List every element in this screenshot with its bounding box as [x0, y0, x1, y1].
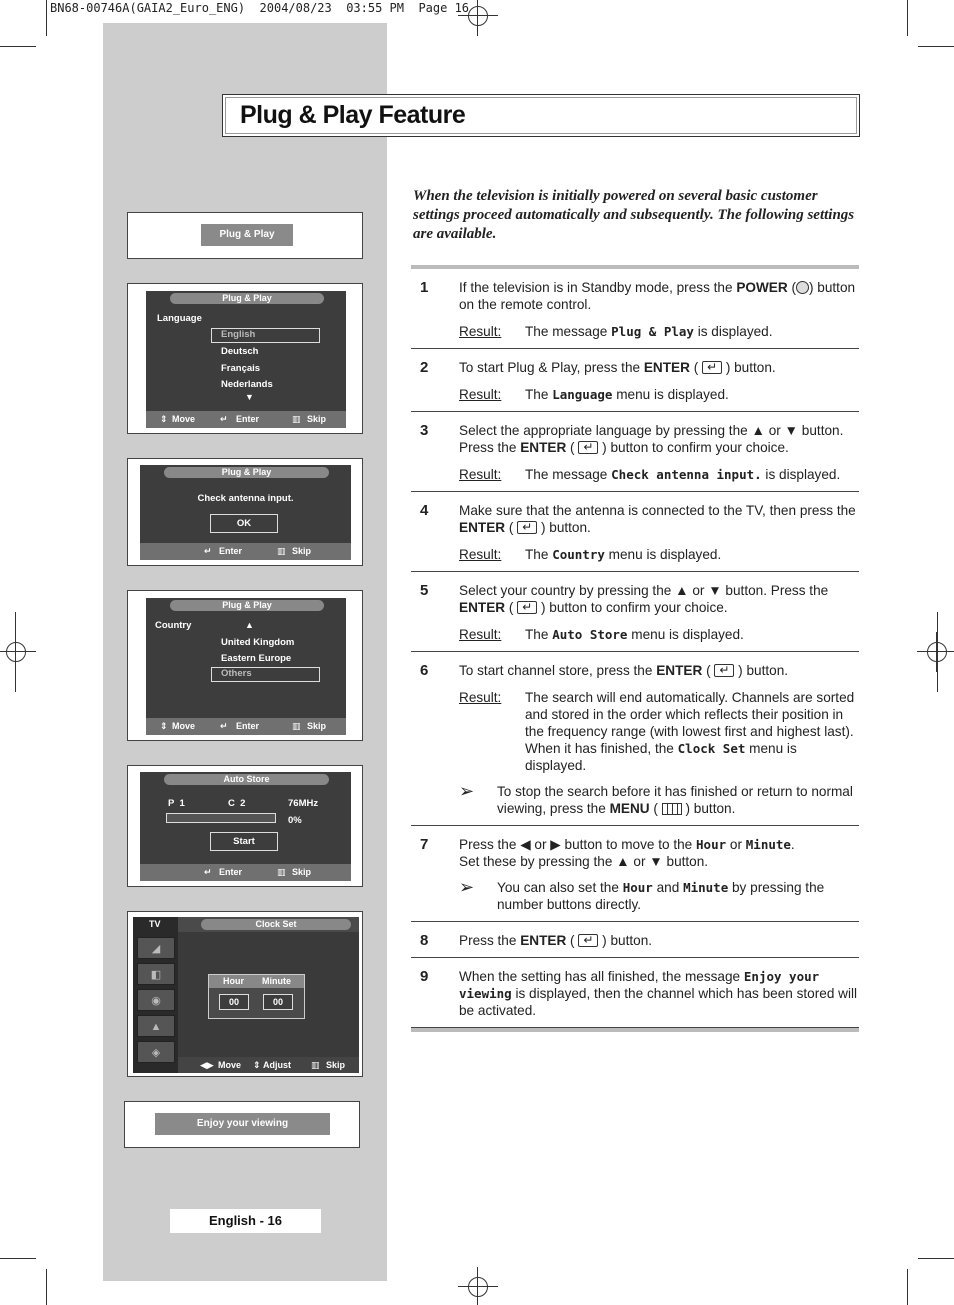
crop-mark	[46, 1269, 47, 1305]
country-osd	[146, 598, 346, 735]
note-arrow-icon: ➢	[459, 877, 475, 897]
progress-percent: 0%	[288, 815, 302, 826]
registration-mark	[917, 632, 954, 672]
osd-title: Clock Set	[201, 919, 351, 930]
antenna-osd	[140, 465, 351, 560]
start-button[interactable]: Start	[210, 832, 278, 851]
setup-icon: ▲	[137, 1015, 175, 1037]
language-option[interactable]: Nederlands	[221, 379, 273, 390]
enter-icon	[578, 934, 598, 947]
picture-icon: ◢	[137, 937, 175, 959]
channel-icon: ◉	[137, 989, 175, 1011]
minute-label: Minute	[262, 976, 291, 986]
tv-label: TV	[149, 919, 161, 929]
step-text: Select the appropriate language by pressing the ▲ or ▼ button. Press the ENTER ( ↵ ) button to confirm your choice.	[459, 422, 859, 456]
screen-language	[127, 283, 363, 434]
registration-mark	[458, 1267, 498, 1305]
language-osd	[146, 291, 346, 428]
screen-country	[127, 590, 363, 741]
registration-mark	[458, 0, 498, 36]
step-result: Result: The Auto Store menu is displayed.	[459, 627, 744, 642]
input-icon: ◈	[137, 1041, 175, 1063]
step-number: 1	[420, 279, 429, 296]
plug-play-bar: Plug & Play	[201, 224, 293, 246]
step-8	[411, 922, 859, 958]
channel-number: C 2	[228, 798, 246, 809]
language-label: Language	[157, 313, 202, 324]
clock-box	[208, 974, 305, 1019]
power-icon	[796, 281, 809, 294]
screen-enjoy	[124, 1101, 360, 1148]
step-text: Press the ◀ or ▶ button to move to the Hour or Minute. Set these by pressing the ▲ or ▼ button.	[459, 837, 795, 869]
enter-icon	[517, 601, 537, 614]
osd-footer: ↵ Enter ▥ Skip	[140, 543, 351, 560]
hour-field[interactable]: 00	[219, 994, 249, 1010]
step-number: 9	[420, 968, 429, 985]
page-title: Plug & Play Feature	[240, 101, 466, 129]
step-result: Result: The Language menu is displayed.	[459, 387, 729, 402]
screen-clockset	[127, 911, 363, 1077]
sound-icon: ◧	[137, 963, 175, 985]
step-text: To start Plug & Play, press the ENTER ( ↵ ) button.	[459, 359, 859, 376]
progress-bar	[166, 813, 276, 823]
language-option[interactable]: Deutsch	[221, 346, 259, 357]
country-option[interactable]: United Kingdom	[221, 637, 295, 648]
step-result: Result: The Country menu is displayed.	[459, 547, 722, 562]
ok-button[interactable]: OK	[210, 514, 278, 533]
skip-icon: ▥	[292, 721, 301, 731]
step-7	[411, 826, 859, 922]
country-option[interactable]: Eastern Europe	[221, 653, 292, 664]
crop-mark	[907, 0, 908, 36]
step-result: Result: The message Plug & Play is displayed.	[459, 324, 773, 339]
step-1	[411, 269, 859, 349]
osd-footer: ⇕ Move ↵ Enter ▥ Skip	[146, 718, 346, 735]
print-header: BN68-00746A(GAIA2_Euro_ENG) 2004/08/23 03:55 PM Page 16	[50, 1, 470, 15]
enter-icon	[714, 664, 734, 677]
osd-footer: ↵ Enter ▥ Skip	[140, 864, 351, 881]
steps-list	[411, 265, 859, 1032]
country-label: Country	[155, 620, 192, 631]
crop-mark	[918, 46, 954, 47]
step-number: 5	[420, 582, 429, 599]
enter-icon	[702, 361, 722, 374]
minute-field[interactable]: 00	[263, 994, 293, 1010]
crop-mark	[46, 0, 47, 36]
step-result: Result: The message Check antenna input. is displayed.	[459, 467, 841, 482]
crop-mark	[907, 1269, 908, 1305]
step-number: 2	[420, 359, 429, 376]
autostore-osd	[140, 772, 351, 881]
frequency: 76MHz	[288, 798, 319, 809]
enter-icon: ↵	[220, 414, 228, 424]
language-option[interactable]: Français	[221, 363, 261, 374]
enter-icon: ↵	[204, 546, 212, 556]
crop-mark	[918, 1258, 954, 1259]
hour-label: Hour	[223, 976, 244, 986]
enter-icon: ↵	[204, 867, 212, 877]
step-number: 8	[420, 932, 429, 949]
step-text: Press the ENTER ( ↵ ) button.	[459, 932, 859, 949]
screen-antenna	[127, 458, 363, 566]
step-3	[411, 412, 859, 492]
antenna-message: Check antenna input.	[197, 493, 294, 504]
crop-mark	[0, 1258, 36, 1259]
osd-title: Auto Store	[164, 774, 329, 785]
step-text: If the television is in Standby mode, press the POWER ( ) button on the remote control.	[459, 280, 856, 312]
menu-icon	[662, 803, 682, 815]
step-text: When the setting has all finished, the message Enjoy your viewing is displayed, then the channel which has been stored will be activated.	[459, 969, 858, 1018]
scroll-up-icon: ▲	[245, 620, 254, 630]
enter-icon	[578, 441, 598, 454]
move-icon: ⇕	[160, 414, 168, 424]
language-option-selected[interactable]: English	[211, 328, 320, 343]
skip-icon: ▥	[277, 546, 286, 556]
osd-footer: ◀▶ Move ⇕ Adjust ▥ Skip	[178, 1057, 359, 1073]
step-note: ➢ You can also set the Hour and Minute by pressing the number buttons directly.	[459, 877, 825, 912]
step-4	[411, 492, 859, 572]
enter-icon	[517, 521, 537, 534]
enjoy-bar: Enjoy your viewing	[155, 1113, 330, 1135]
step-9	[411, 958, 859, 1028]
scroll-down-icon: ▼	[245, 392, 254, 402]
step-text: Make sure that the antenna is connected to the TV, then press the ENTER ( ↵ ) button.	[459, 502, 859, 536]
step-result: Result: The search will end automatically. Channels are sorted and stored in the order which reflects their position in the frequency range (with lowest first and highest last). When it has finished, the Clock Set menu is displayed.	[459, 690, 855, 773]
osd-title: Plug & Play	[164, 467, 329, 478]
country-option-selected[interactable]: Others	[211, 667, 320, 682]
move-icon: ⇕	[160, 721, 168, 731]
title-box	[222, 94, 860, 137]
screen-plug-play	[127, 212, 363, 259]
osd-title: Plug & Play	[170, 293, 324, 304]
skip-icon: ▥	[292, 414, 301, 424]
skip-icon: ▥	[311, 1060, 320, 1070]
move-icon: ◀▶	[200, 1060, 214, 1070]
step-number: 6	[420, 662, 429, 679]
osd-footer: ⇕ Move ↵ Enter ▥ Skip	[146, 411, 346, 428]
registration-mark	[0, 632, 36, 672]
program-number: P 1	[168, 798, 185, 809]
enter-icon: ↵	[220, 721, 228, 731]
step-text: To start channel store, press the ENTER ( ↵ ) button.	[459, 662, 859, 679]
adjust-icon: ⇕	[253, 1060, 261, 1070]
page-number: English - 16	[170, 1209, 321, 1233]
intro-text: When the television is initially powered on several basic customer settings proceed automatically and subsequently. The following settings are available.	[413, 188, 855, 242]
step-text: Select your country by pressing the ▲ or ▼ button. Press the ENTER ( ↵ ) button to confirm your choice.	[459, 582, 859, 616]
skip-icon: ▥	[277, 867, 286, 877]
clockset-osd	[133, 917, 359, 1073]
step-number: 7	[420, 836, 429, 853]
osd-title: Plug & Play	[170, 600, 324, 611]
step-2	[411, 349, 859, 412]
note-arrow-icon: ➢	[459, 781, 475, 801]
step-number: 3	[420, 422, 429, 439]
steps-bottom-bar	[411, 1028, 859, 1032]
step-6	[411, 652, 859, 826]
screen-autostore	[127, 765, 363, 887]
step-note: ➢ To stop the search before it has finished or return to normal viewing, press the MENU ( ) button.	[459, 781, 853, 816]
step-5	[411, 572, 859, 652]
step-number: 4	[420, 502, 429, 519]
crop-mark	[0, 46, 36, 47]
